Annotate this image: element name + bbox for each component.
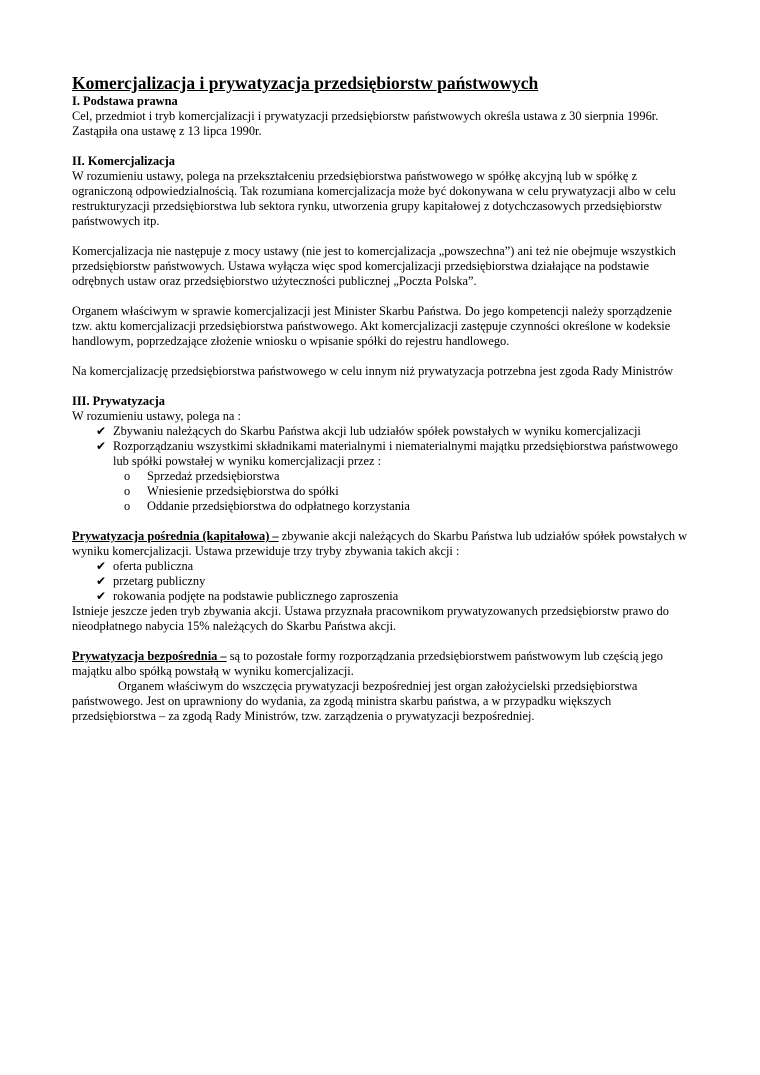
direct-privatization-definition: są to pozostałe formy rozporządzania przedsiębiorstwem państwowym lub częścią jego majątku albo spółką powstałą w wyniku komercjalizacji. bbox=[72, 649, 663, 678]
direct-privatization-term: Prywatyzacja bezpośrednia – bbox=[72, 649, 227, 663]
sub-list-item bbox=[124, 499, 688, 514]
list-item-text: Rozporządzaniu wszystkimi składnikami materialnymi i niematerialnymi majątku przedsiębiorstwa państwowego lub spółki powstałej w wyniku komercjalizacji przez : bbox=[113, 439, 679, 468]
direct-privatization-authority: Organem właściwym do wszczęcia prywatyzacji bezpośredniej jest organ założycielski przedsiębiorstwa państwowego. Jest on uprawniony do wydania, za zgodą ministra skarbu państwa, a w przypadku większych przedsiębiorstwa – za zgodą Rady Ministrów, tzw. zarządzenia o prywatyzacji bezpośredniej. bbox=[72, 679, 638, 723]
list-item bbox=[96, 424, 688, 439]
section-3-intro: W rozumieniu ustawy, polega na : bbox=[72, 409, 241, 423]
checkmark-icon: ✔ bbox=[96, 439, 107, 453]
list-item-text: rokowania podjęte na podstawie publicznego zaproszenia bbox=[113, 589, 399, 603]
section-3-heading: III. Prywatyzacja bbox=[72, 394, 165, 408]
disposal-methods-list bbox=[72, 469, 688, 514]
share-sale-modes-list bbox=[72, 559, 688, 604]
indirect-privatization-note: Istnieje jeszcze jeden tryb zbywania akcji. Ustawa przyznała pracownikom prywatyzowanych przedsiębiorstw prawo do nieodpłatnego nabycia 15% należących do Skarbu Państwa akcji. bbox=[72, 604, 669, 633]
sub-list-item-text: Oddanie przedsiębiorstwa do odpłatnego korzystania bbox=[147, 499, 410, 513]
indirect-privatization-definition: zbywanie akcji należących do Skarbu Państwa lub udziałów spółek powstałych w wyniku komercjalizacji. Ustawa przewiduje trzy tryby zbywania takich akcji : bbox=[72, 529, 688, 558]
indirect-privatization-paragraph bbox=[72, 529, 688, 559]
checkmark-icon: ✔ bbox=[96, 424, 107, 438]
list-item bbox=[96, 439, 688, 469]
list-item-text: oferta publiczna bbox=[113, 559, 194, 573]
document-title: Komercjalizacja i prywatyzacja przedsiębiorstw państwowych bbox=[72, 73, 539, 93]
sub-list-item-text: Wniesienie przedsiębiorstwa do spółki bbox=[147, 484, 339, 498]
section-2-paragraph-4: Na komercjalizację przedsiębiorstwa państwowego w celu innym niż prywatyzacja potrzebna jest zgoda Rady Ministrów bbox=[72, 364, 674, 378]
list-item bbox=[96, 574, 688, 589]
circle-bullet-icon: o bbox=[124, 484, 131, 498]
list-item bbox=[96, 589, 688, 604]
list-item-text: Zbywaniu należących do Skarbu Państwa akcji lub udziałów spółek powstałych w wyniku komercjalizacji bbox=[113, 424, 641, 438]
section-2-heading: II. Komercjalizacja bbox=[72, 154, 175, 168]
sub-list-item-text: Sprzedaż przedsiębiorstwa bbox=[147, 469, 280, 483]
section-1-text: Cel, przedmiot i tryb komercjalizacji i prywatyzacji przedsiębiorstw państwowych określa ustawa z 30 sierpnia 1996r. Zastąpiła ona ustawę z 13 lipca 1990r. bbox=[72, 109, 659, 138]
section-1-heading: I. Podstawa prawna bbox=[72, 94, 178, 108]
checkmark-icon: ✔ bbox=[96, 574, 107, 588]
circle-bullet-icon: o bbox=[124, 469, 131, 483]
circle-bullet-icon: o bbox=[124, 499, 131, 513]
section-2-paragraph-3: Organem właściwym w sprawie komercjalizacji jest Minister Skarbu Państwa. Do jego kompetencji należy sporządzenie tzw. aktu komercjalizacji przedsiębiorstwa państwowego. Akt komercjalizacji zastępuje czynności określone w kodeksie handlowym, poprzedzające złożenie wniosku o wpisanie spółki do rejestru handlowego. bbox=[72, 304, 672, 348]
privatization-list bbox=[72, 424, 688, 469]
section-2-paragraph-2: Komercjalizacja nie następuje z mocy ustawy (nie jest to komercjalizacja „powszechna”) ani też nie obejmuje wszystkich przedsiębiorstw państwowych. Ustawa wyłącza więc spod komercjalizacji przedsiębiorstwa działające na podstawie odrębnych ustaw oraz przedsiębiorstwo użyteczności publicznej „Poczta Polska”. bbox=[72, 244, 676, 288]
checkmark-icon: ✔ bbox=[96, 559, 107, 573]
list-item bbox=[96, 559, 688, 574]
list-item-text: przetarg publiczny bbox=[113, 574, 206, 588]
checkmark-icon: ✔ bbox=[96, 589, 107, 603]
sub-list-item bbox=[124, 469, 688, 484]
indirect-privatization-term: Prywatyzacja pośrednia (kapitałowa) – bbox=[72, 529, 279, 543]
direct-privatization-paragraph bbox=[72, 649, 688, 679]
section-2-paragraph-1: W rozumieniu ustawy, polega na przekształceniu przedsiębiorstwa państwowego w spółkę akcyjną lub w spółkę z ograniczoną odpowiedzialnością. Tak rozumiana komercjalizacja może być dokonywana w celu prywatyzacji albo w celu restrukturyzacji przedsiębiorstwa lub sektora rynku, utworzenia grupy kapitałowej z dotychczasowych przedsiębiorstw państwowych itp. bbox=[72, 169, 676, 228]
sub-list-item bbox=[124, 484, 688, 499]
